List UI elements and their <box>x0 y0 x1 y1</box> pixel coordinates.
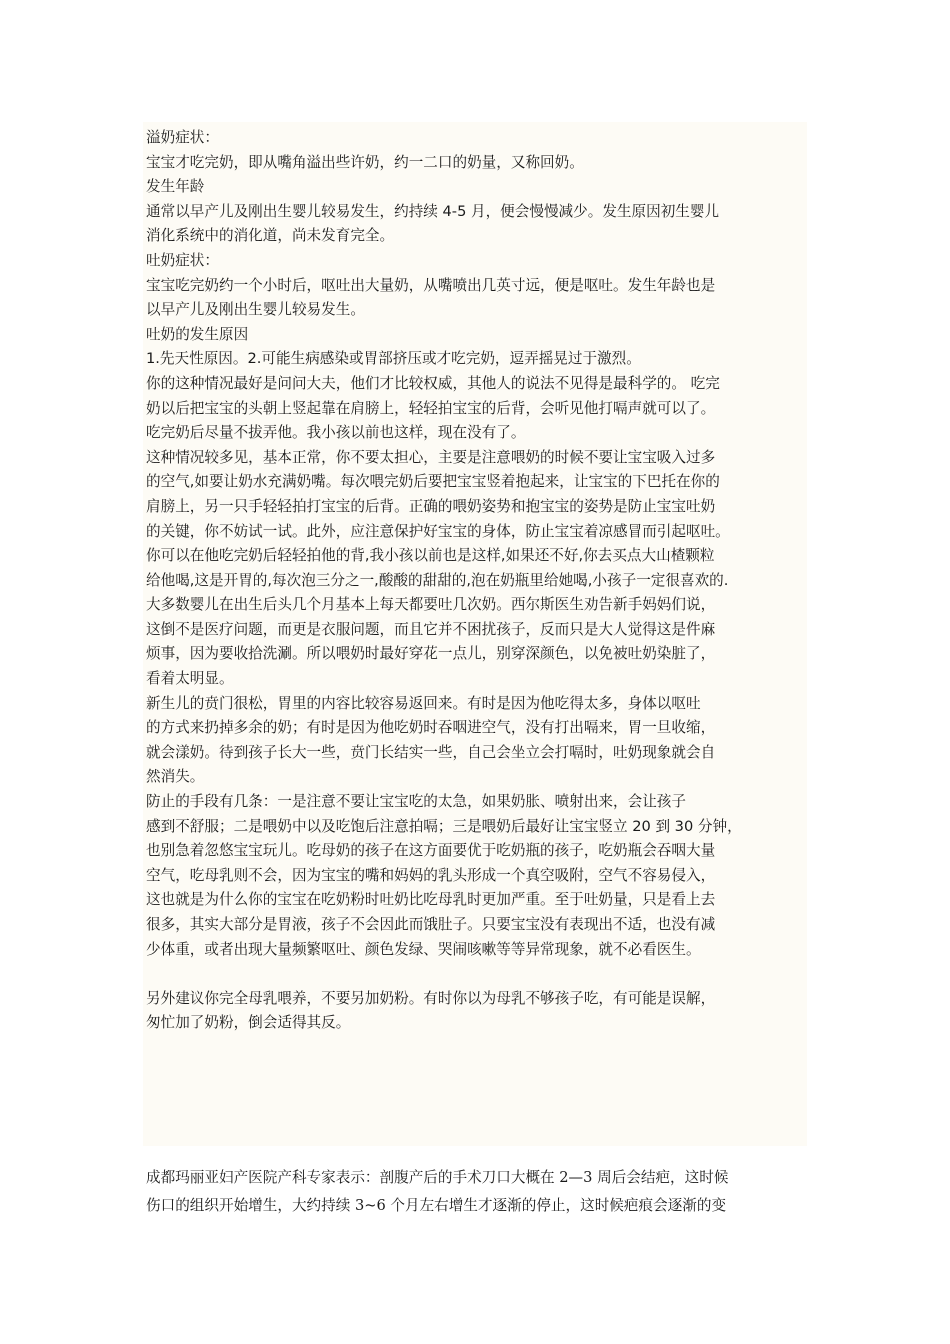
text-line: 这倒不是医疗问题，而更是衣服问题，而且它并不困扰孩子，反而只是大人觉得这是件麻 <box>146 620 716 638</box>
text-line: 看着太明显。 <box>146 670 234 688</box>
text-line: 宝宝才吃完奶，即从嘴角溢出些许奶，约一二口的奶量，又称回奶。 <box>146 153 584 171</box>
text-line: 宝宝吃完奶约一个小时后，呕吐出大量奶，从嘴喷出几英寸远，便是呕吐。发生年龄也是 <box>146 276 716 294</box>
text-line: 这种情况较多见，基本正常，你不要太担心，主要是注意喂奶的时候不要让宝宝吸入过多 <box>146 448 716 466</box>
text-line: 烦事，因为要收拾洗涮。所以喂奶时最好穿花一点儿，别穿深颜色，以免被吐奶染脏了， <box>146 645 716 663</box>
text-line: 1.先天性原因。2.可能生病感染或胃部挤压或才吃完奶，逗弄摇晃过于激烈。 <box>146 350 641 368</box>
text-line: 奶以后把宝宝的头朝上竖起靠在肩膀上，轻轻拍宝宝的后背，会听见他打嗝声就可以了。 <box>146 399 716 417</box>
text-line: 溢奶症状： <box>146 129 219 146</box>
hospital-paragraph <box>146 1164 808 1220</box>
paragraph-gap <box>146 962 808 987</box>
text-line: 发生年龄 <box>146 178 205 196</box>
text-line: 你可以在他吃完奶后轻轻拍他的背,我小孩以前也是这样,如果还不好,你去买点大山楂颗粒 <box>146 547 715 565</box>
closing-line: 匆忙加了奶粉，倒会适得其反。 <box>146 1014 351 1032</box>
text-line: 防止的手段有几条：一是注意不要让宝宝吃的太急，如果奶胀、喷射出来，会让孩子 <box>146 793 686 811</box>
text-line: 消化系统中的消化道，尚未发育完全。 <box>146 227 395 245</box>
text-line: 你的这种情况最好是问问大夫，他们才比较权威，其他人的说法不见得是最科学的。 吃完 <box>146 374 720 392</box>
text-line: 然消失。 <box>146 768 205 786</box>
text-line: 空气，吃母乳则不会，因为宝宝的嘴和妈妈的乳头形成一个真空吸附，空气不容易侵入， <box>146 866 716 884</box>
text-line: 给他喝,这是开胃的,每次泡三分之一,酸酸的甜甜的,泡在奶瓶里给她喝,小孩子一定很喜欢的. <box>146 571 729 589</box>
text-line: 肩膀上，另一只手轻轻拍打宝宝的后背。正确的喂奶姿势和抱宝宝的姿势是防止宝宝吐奶 <box>146 497 716 515</box>
text-line: 感到不舒服；二是喂奶中以及吃饱后注意拍嗝；三是喂奶后最好让宝宝竖立 20 到 30 分钟， <box>146 817 742 835</box>
text-line: 很多，其实大部分是胃液，孩子不会因此而饿肚子。只要宝宝没有表现出不适，也没有减 <box>146 916 716 933</box>
text-line: 的关键，你不妨试一试。此外，应注意保护好宝宝的身体，防止宝宝着凉感冒而引起呕吐。 <box>146 522 730 540</box>
text-line: 通常以早产儿及刚出生婴儿较易发生，约持续 4-5 月，便会慢慢减少。发生原因初生婴儿 <box>146 202 720 220</box>
text-line: 新生儿的贲门很松，胃里的内容比较容易返回来。有时是因为他吃得太多，身体以呕吐 <box>146 694 701 712</box>
text-line: 少体重，或者出现大量频繁呕吐、颜色发绿、哭闹咳嗽等等异常现象，就不必看医生。 <box>146 940 701 958</box>
text-line: 吐奶症状： <box>146 251 219 269</box>
text-line: 的方式来扔掉多余的奶；有时是因为他吃奶时吞咽进空气，没有打出嗝来，胃一旦收缩， <box>146 719 716 737</box>
footer-line: 伤口的组织开始增生，大约持续 3~6 个月左右增生才逐渐的停止，这时候疤痕会逐渐的变 <box>146 1197 727 1214</box>
text-line: 吐奶的发生原因 <box>146 325 249 343</box>
text-line: 就会漾奶。待到孩子长大一些，贲门长结实一些，自己会坐立会打嗝时，吐奶现象就会自 <box>146 743 716 761</box>
text-line: 的空气,如要让奶水充满奶嘴。每次喂完奶后要把宝宝竖着抱起来，让宝宝的下巴托在你的 <box>146 473 720 491</box>
closing-line: 另外建议你完全母乳喂养，不要另加奶粉。有时你以为母乳不够孩子吃，有可能是误解， <box>146 989 716 1007</box>
text-line: 这也就是为什么你的宝宝在吃奶粉时吐奶比吃母乳时更加严重。至于吐奶量，只是看上去 <box>146 891 716 909</box>
footer-line: 成都玛丽亚妇产医院产科专家表示：剖腹产后的手术刀口大概在 2—3 周后会结疤，这时候 <box>146 1169 729 1186</box>
text-line: 大多数婴儿在出生后头几个月基本上每天都要吐几次奶。西尔斯医生劝告新手妈妈们说， <box>146 596 716 614</box>
text-line: 吃完奶后尽量不拔弄他。我小孩以前也这样，现在没有了。 <box>146 424 526 442</box>
text-line: 以早产儿及刚出生婴儿较易发生。 <box>146 301 365 319</box>
article-body <box>146 126 808 1036</box>
text-line: 也别急着忽悠宝宝玩儿。吃母奶的孩子在这方面要优于吃奶瓶的孩子，吃奶瓶会吞咽大量 <box>146 842 716 860</box>
